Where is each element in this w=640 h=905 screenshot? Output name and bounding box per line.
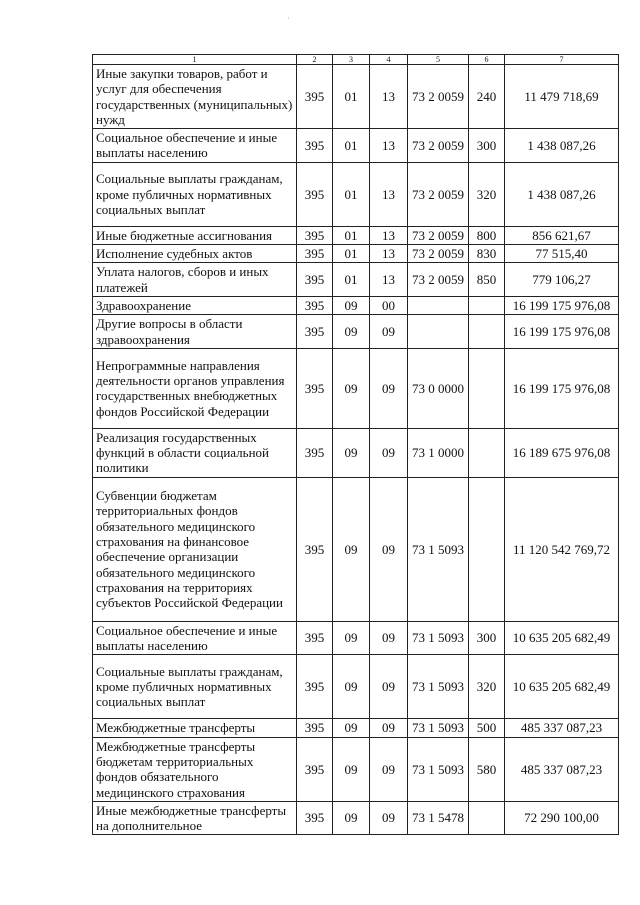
subsection-code: 13 — [370, 162, 408, 226]
expense-type-code: 800 — [469, 226, 505, 244]
ministry-code: 395 — [297, 348, 333, 428]
row-name: Иные бюджетные ассигнования — [93, 226, 297, 244]
row-name: Исполнение судебных актов — [93, 245, 297, 263]
ministry-code: 395 — [297, 719, 333, 737]
subsection-code: 09 — [370, 655, 408, 719]
ministry-code: 395 — [297, 129, 333, 163]
table-row — [93, 296, 619, 314]
row-amount: 485 337 087,23 — [505, 737, 619, 801]
row-amount: 16 189 675 976,08 — [505, 428, 619, 477]
expense-type-code — [469, 315, 505, 349]
target-article-code: 73 2 0059 — [408, 245, 469, 263]
row-amount: 11 479 718,69 — [505, 65, 619, 129]
row-amount: 10 635 205 682,49 — [505, 655, 619, 719]
table-row — [93, 263, 619, 297]
ministry-code: 395 — [297, 296, 333, 314]
target-article-code: 73 2 0059 — [408, 65, 469, 129]
table-row — [93, 477, 619, 621]
column-number: 3 — [333, 55, 370, 65]
target-article-code: 73 0 0000 — [408, 348, 469, 428]
row-name: Другие вопросы в области здравоохранения — [93, 315, 297, 349]
expense-type-code: 850 — [469, 263, 505, 297]
table-row — [93, 315, 619, 349]
ministry-code: 395 — [297, 801, 333, 835]
expense-type-code: 300 — [469, 129, 505, 163]
row-amount: 77 515,40 — [505, 245, 619, 263]
subsection-code: 09 — [370, 801, 408, 835]
ministry-code: 395 — [297, 621, 333, 655]
row-amount: 485 337 087,23 — [505, 719, 619, 737]
table-row — [93, 655, 619, 719]
ministry-code: 395 — [297, 263, 333, 297]
expense-type-code: 500 — [469, 719, 505, 737]
row-name: Здравоохранение — [93, 296, 297, 314]
expense-type-code: 580 — [469, 737, 505, 801]
row-amount: 16 199 175 976,08 — [505, 348, 619, 428]
column-number: 7 — [505, 55, 619, 65]
row-name: Субвенции бюджетам территориальных фондов обязательного медицинского страхования на финансовое обеспечение организации обязательного медицинского страхования на территориях субъектов Российской Федерации — [93, 477, 297, 621]
table-row — [93, 129, 619, 163]
row-name: Социальные выплаты гражданам, кроме публичных нормативных социальных выплат — [93, 655, 297, 719]
subsection-code: 13 — [370, 129, 408, 163]
ministry-code: 395 — [297, 226, 333, 244]
table-row — [93, 737, 619, 801]
column-number: 4 — [370, 55, 408, 65]
table-row — [93, 348, 619, 428]
section-code: 01 — [333, 245, 370, 263]
target-article-code: 73 2 0059 — [408, 162, 469, 226]
target-article-code: 73 2 0059 — [408, 226, 469, 244]
row-name: Социальное обеспечение и иные выплаты населению — [93, 621, 297, 655]
row-amount: 10 635 205 682,49 — [505, 621, 619, 655]
column-number-row — [93, 55, 619, 65]
budget-table — [92, 54, 619, 835]
target-article-code: 73 1 5478 — [408, 801, 469, 835]
subsection-code: 09 — [370, 719, 408, 737]
table-row — [93, 226, 619, 244]
row-name: Межбюджетные трансферты — [93, 719, 297, 737]
row-name: Межбюджетные трансферты бюджетам территориальных фондов обязательного медицинского страхования — [93, 737, 297, 801]
expense-type-code — [469, 801, 505, 835]
subsection-code: 13 — [370, 226, 408, 244]
row-amount: 16 199 175 976,08 — [505, 296, 619, 314]
row-name: Реализация государственных функций в области социальной политики — [93, 428, 297, 477]
ministry-code: 395 — [297, 162, 333, 226]
row-name: Иные межбюджетные трансферты на дополнительное — [93, 801, 297, 835]
ministry-code: 395 — [297, 428, 333, 477]
row-name: Социальные выплаты гражданам, кроме публичных нормативных социальных выплат — [93, 162, 297, 226]
page-mark: · — [287, 14, 290, 23]
row-name: Социальное обеспечение и иные выплаты населению — [93, 129, 297, 163]
table-row — [93, 428, 619, 477]
subsection-code: 00 — [370, 296, 408, 314]
target-article-code: 73 1 0000 — [408, 428, 469, 477]
subsection-code: 13 — [370, 263, 408, 297]
ministry-code: 395 — [297, 737, 333, 801]
section-code: 09 — [333, 315, 370, 349]
section-code: 01 — [333, 263, 370, 297]
expense-type-code — [469, 348, 505, 428]
section-code: 09 — [333, 477, 370, 621]
section-code: 01 — [333, 162, 370, 226]
row-amount: 856 621,67 — [505, 226, 619, 244]
subsection-code: 09 — [370, 621, 408, 655]
column-number: 6 — [469, 55, 505, 65]
subsection-code: 13 — [370, 245, 408, 263]
expense-type-code — [469, 428, 505, 477]
expense-type-code: 240 — [469, 65, 505, 129]
ministry-code: 395 — [297, 315, 333, 349]
table-row — [93, 245, 619, 263]
target-article-code: 73 1 5093 — [408, 621, 469, 655]
subsection-code: 09 — [370, 737, 408, 801]
table-row — [93, 801, 619, 835]
subsection-code: 09 — [370, 428, 408, 477]
table-row — [93, 65, 619, 129]
target-article-code — [408, 296, 469, 314]
row-name: Иные закупки товаров, работ и услуг для обеспечения государственных (муниципальных) нужд — [93, 65, 297, 129]
section-code: 09 — [333, 348, 370, 428]
expense-type-code — [469, 296, 505, 314]
target-article-code: 73 2 0059 — [408, 263, 469, 297]
table-row — [93, 162, 619, 226]
subsection-code: 13 — [370, 65, 408, 129]
section-code: 09 — [333, 655, 370, 719]
subsection-code: 09 — [370, 477, 408, 621]
section-code: 01 — [333, 226, 370, 244]
section-code: 09 — [333, 428, 370, 477]
row-name: Уплата налогов, сборов и иных платежей — [93, 263, 297, 297]
expense-type-code — [469, 477, 505, 621]
row-amount: 779 106,27 — [505, 263, 619, 297]
table-row — [93, 719, 619, 737]
row-name: Непрограммные направления деятельности органов управления государственных внебюджетных фондов Российской Федерации — [93, 348, 297, 428]
row-amount: 11 120 542 769,72 — [505, 477, 619, 621]
column-number: 5 — [408, 55, 469, 65]
target-article-code: 73 2 0059 — [408, 129, 469, 163]
section-code: 09 — [333, 737, 370, 801]
expense-type-code: 830 — [469, 245, 505, 263]
section-code: 09 — [333, 296, 370, 314]
section-code: 09 — [333, 801, 370, 835]
target-article-code: 73 1 5093 — [408, 719, 469, 737]
expense-type-code: 320 — [469, 655, 505, 719]
ministry-code: 395 — [297, 245, 333, 263]
subsection-code: 09 — [370, 348, 408, 428]
column-number: 2 — [297, 55, 333, 65]
target-article-code — [408, 315, 469, 349]
expense-type-code: 300 — [469, 621, 505, 655]
table-row — [93, 621, 619, 655]
section-code: 01 — [333, 129, 370, 163]
target-article-code: 73 1 5093 — [408, 477, 469, 621]
section-code: 01 — [333, 65, 370, 129]
row-amount: 16 199 175 976,08 — [505, 315, 619, 349]
subsection-code: 09 — [370, 315, 408, 349]
section-code: 09 — [333, 719, 370, 737]
ministry-code: 395 — [297, 655, 333, 719]
target-article-code: 73 1 5093 — [408, 737, 469, 801]
target-article-code: 73 1 5093 — [408, 655, 469, 719]
section-code: 09 — [333, 621, 370, 655]
ministry-code: 395 — [297, 65, 333, 129]
expense-type-code: 320 — [469, 162, 505, 226]
row-amount: 1 438 087,26 — [505, 129, 619, 163]
column-number: 1 — [93, 55, 297, 65]
row-amount: 1 438 087,26 — [505, 162, 619, 226]
ministry-code: 395 — [297, 477, 333, 621]
row-amount: 72 290 100,00 — [505, 801, 619, 835]
